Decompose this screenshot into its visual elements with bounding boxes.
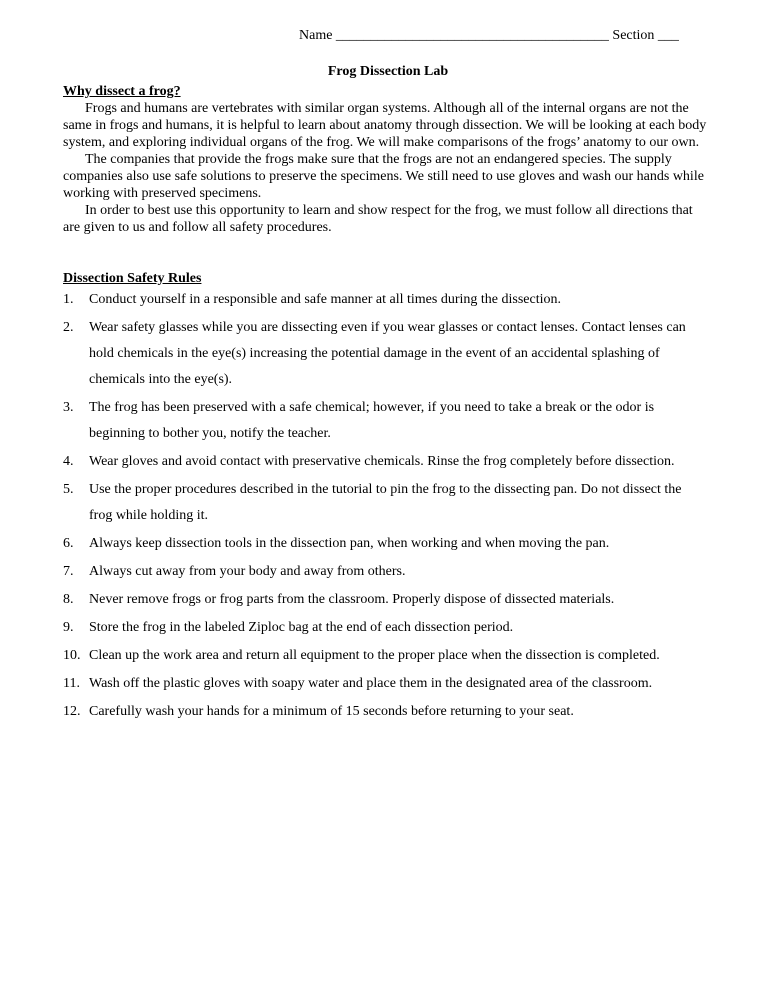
- rule-text: Wear safety glasses while you are dissecting even if you wear glasses or contact lenses. Contact lenses can hold chemicals in the eye(s) increasing the potential damage in the event of an accidental splashing of chemicals into the eye(s).: [89, 320, 686, 387]
- rule-text: Clean up the work area and return all equipment to the proper place when the dissection is completed.: [89, 648, 660, 663]
- rule-text: Use the proper procedures described in the tutorial to pin the frog to the dissecting pan. Do not dissect the frog while holding it.: [89, 482, 682, 523]
- rule-text: Carefully wash your hands for a minimum of 15 seconds before returning to your seat.: [89, 704, 574, 719]
- list-item: [63, 615, 713, 641]
- rule-number: 4.: [63, 454, 74, 469]
- rule-number: 11.: [63, 676, 80, 691]
- list-item: [63, 449, 713, 475]
- why-heading: Why dissect a frog?: [63, 84, 181, 99]
- rule-text: Always keep dissection tools in the dissection pan, when working and when moving the pan.: [89, 536, 610, 551]
- list-item: [63, 643, 713, 669]
- rule-number: 12.: [63, 704, 81, 719]
- rule-number: 5.: [63, 482, 74, 497]
- rule-text: Always cut away from your body and away from others.: [89, 564, 406, 579]
- safety-rules-list: [63, 287, 713, 725]
- rule-text: Wash off the plastic gloves with soapy water and place them in the designated area of the classroom.: [89, 676, 653, 691]
- rule-number: 2.: [63, 320, 74, 335]
- rule-text: Store the frog in the labeled Ziploc bag at the end of each dissection period.: [89, 620, 514, 635]
- list-item: [63, 671, 713, 697]
- rule-text: Wear gloves and avoid contact with preservative chemicals. Rinse the frog completely before dissection.: [89, 454, 675, 469]
- rule-number: 3.: [63, 400, 74, 415]
- list-item: [63, 559, 713, 585]
- why-paragraph-1: Frogs and humans are vertebrates with similar organ systems. Although all of the internal organs are not the same in frogs and humans, it is helpful to learn about anatomy through dissection. We will be looking at each body system, and exploring individual organs of the frog. We will make comparisons of the frogs’ anatomy to our own.: [63, 101, 707, 150]
- rule-number: 9.: [63, 620, 74, 635]
- safety-heading: Dissection Safety Rules: [63, 271, 202, 286]
- rule-text: The frog has been preserved with a safe chemical; however, if you need to take a break or the odor is beginning to bother you, notify the teacher.: [89, 400, 655, 441]
- list-item: [63, 477, 713, 529]
- list-item: [63, 699, 713, 725]
- why-section: [63, 83, 713, 236]
- list-item: [63, 395, 713, 447]
- list-item: [63, 287, 713, 313]
- page-title: Frog Dissection Lab: [327, 64, 449, 79]
- rule-number: 7.: [63, 564, 74, 579]
- why-paragraph-2: The companies that provide the frogs make sure that the frogs are not an endangered species. The supply companies also use safe solutions to preserve the specimens. We still need to use gloves and wash our hands while working with preserved specimens.: [63, 152, 704, 201]
- name-section-line: Name _______________________________________ Section ___: [299, 28, 679, 43]
- rule-number: 8.: [63, 592, 74, 607]
- list-item: [63, 531, 713, 557]
- rule-number: 6.: [63, 536, 74, 551]
- rule-text: Conduct yourself in a responsible and safe manner at all times during the dissection.: [89, 292, 561, 307]
- list-item: [63, 587, 713, 613]
- rule-text: Never remove frogs or frog parts from the classroom. Properly dispose of dissected materials.: [89, 592, 615, 607]
- safety-section: [63, 270, 713, 727]
- rule-number: 1.: [63, 292, 74, 307]
- list-item: [63, 315, 713, 393]
- why-paragraph-3: In order to best use this opportunity to learn and show respect for the frog, we must follow all directions that are given to us and follow all safety procedures.: [63, 203, 693, 235]
- rule-number: 10.: [63, 648, 81, 663]
